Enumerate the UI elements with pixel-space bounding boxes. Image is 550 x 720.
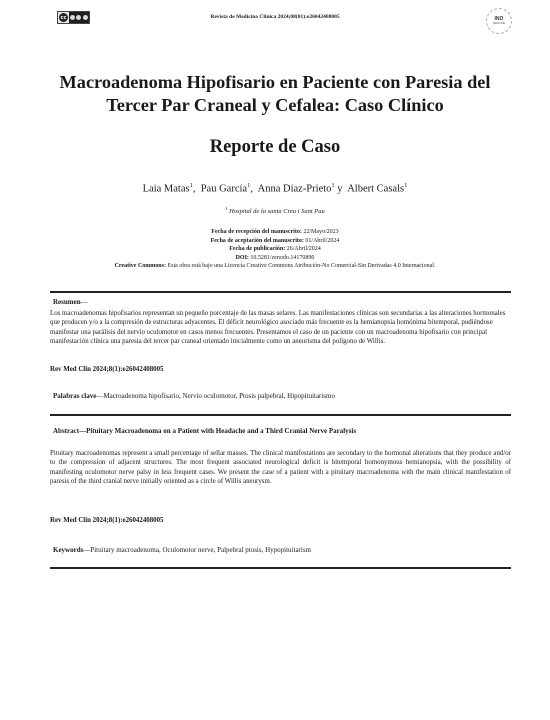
accepted-date-line [0,237,550,246]
author-affiliation-mark: 1 [247,182,251,189]
em-dash: — [96,392,104,400]
received-value: 22/Mayo/2023 [303,229,339,235]
author-name: Anna Diaz-Prieto [257,183,332,195]
abstract-heading [53,427,356,435]
affiliation [0,206,550,215]
published-label: Fecha de publicación: [229,246,286,252]
author-affiliation-mark: 1 [189,182,193,189]
published-value: 26/Abril/2024 [286,246,321,252]
em-dash: — [80,298,88,306]
resumen-heading [53,298,88,306]
abstract-text: Pituitary macroadenomas represent a small percentage of sellar masses. The clinical manifestations are secondary to the hormonal alterations that they produce and/or to the compression of adjacent structures. The most frequent associated neurological deficit is bitemporal homonymous hemianopsia, with the possibility of manifesting oculomotor nerve palsy in less frequent cases. We present the case of a patient with a pituitary macroadenoma with the main clinical manifestation of paresis of the third cranial nerve initially oriented as a circle of Willis aneurysm. [50,450,511,485]
article-title: Macroadenoma Hipofisario en Paciente con Paresia del Tercer Par Craneal y Cefalea: Caso Clínico [59,72,491,115]
author-separator: , [250,183,258,195]
manuscript-metadata [0,228,550,271]
page-header [0,8,550,32]
keywords-label: Keywords [53,546,84,554]
affiliation-number: 1 [225,206,228,211]
doi-label: DOI: [235,254,249,261]
keywords-text: Pituitary macroadenoma, Oculomotor nerve, Palpebral ptosis, Hypopituitarism [90,546,311,554]
abstract-citation: Rev Med Clin 2024;8(1):e26042408005 [50,517,164,524]
palabras-clave-text: Macroadenoma hipofisario, Nervio oculomotor, Ptosis palpebral, Hipopituitarismo [103,392,336,400]
palabras-clave [53,392,335,400]
author-name: Pau García [200,183,248,195]
section-divider [50,291,511,293]
doi-link[interactable]: 10.5281/zenodo.14170890 [250,254,315,261]
license-line [0,262,550,271]
author-separator: , [192,183,201,195]
em-dash: — [83,546,91,554]
accepted-label: Fecha de aceptación del manuscrito: [210,237,304,244]
affiliation-text: Hospital de la santa Creu i Sant Pau [229,208,325,216]
resumen-text: Los macroadenomas hipofisarios representan un pequeño porcentaje de las masas selares. Las manifestaciones clínicas son secundarias a las alteraciones hormonales que producen y/o a la compresión de estructuras adyacentes. El déficit neurológico asociado más frecuente es la hemianopsia homónima bitemporal, pudiéndose manifestar una parálisis del nervio oculomotor en casos menos frecuentes. Presentamos el caso de un paciente con un macroadenoma hipofisario con principal manifestación clínica una paresia del tercer par craneal orientado inicialmente como un aneurisma del polígono de Willis. [50,310,506,345]
journal-logo [486,8,512,34]
article-type: Reporte de Caso [209,137,341,157]
author-name: Laia Matas [142,183,190,195]
received-date-line [0,228,550,237]
license-text: Esta obra está bajo una Licencia Creative Commons Atribución-No Comercial-Sin Derivadas 4.0 Internacional. [167,263,436,269]
author-affiliation-mark: 1 [331,182,335,189]
abstract-title: Pituitary Macroadenoma on a Patient with Headache and a Third Cranial Nerve Paralysis [86,427,357,435]
author-separator: y [334,183,348,195]
received-label: Fecha de recepción del manuscrito: [211,229,302,235]
accepted-value: 01/Abril/2024 [305,237,340,244]
logo-subtext: MEDICINE [492,22,506,25]
section-divider [50,567,511,569]
cc-label: Creative Commons: [114,263,166,269]
author-affiliation-mark: 1 [404,182,408,189]
em-dash: — [79,427,87,435]
journal-reference: Revista de Medicina Clínica 2024;08(01):e26042408005 [210,14,340,20]
resumen-label: Resumen [53,298,81,306]
author-name: Albert Casals [347,183,405,195]
cc-icon: cc [60,14,67,21]
doi-line [0,254,550,263]
logo-text: INO [494,16,504,22]
resumen-citation: Rev Med Clin 2024;8(1):e26042408005 [50,366,164,373]
author-list [0,182,550,195]
abstract-label: Abstract [53,427,80,435]
palabras-clave-label: Palabras clave [53,392,97,400]
published-date-line [0,245,550,254]
section-divider [50,414,511,416]
keywords [53,546,311,554]
